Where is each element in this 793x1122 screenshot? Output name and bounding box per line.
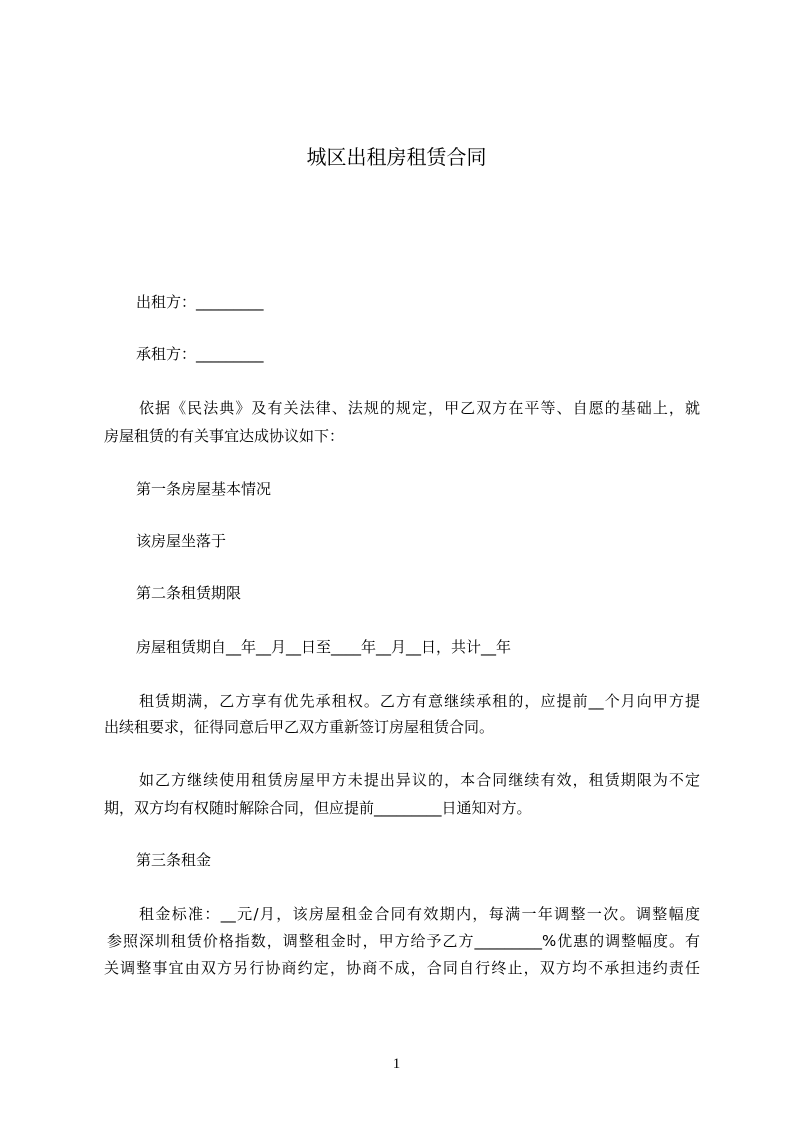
article3-heading: 第三条租金 (136, 851, 212, 869)
lessor-line: 出租方：_________ (136, 293, 264, 311)
article3-line-1: 租金标准：__元/月，该房屋租金合同有效期内，每满一年调整一次。调整幅度 (139, 905, 700, 923)
article2-term: 房屋租赁期自__年__月__日至____年__月__日，共计__年 (136, 638, 512, 656)
page-number: 1 (392, 1056, 401, 1072)
document-title: 城区出租房租赁合同 (306, 145, 487, 169)
article2-indefinite-line-1: 如乙方继续使用租赁房屋甲方未提出异议的，本合同继续有效，租赁期限为不定 (139, 771, 700, 789)
article3-line-3: 关调整事宜由双方另行协商约定，协商不成，合同自行终止，双方均不承担违约责任 (104, 959, 700, 977)
lessee-line: 承租方：_________ (136, 345, 264, 363)
article2-heading: 第二条租赁期限 (136, 584, 242, 602)
article3-line-2: 参照深圳租赁价格指数，调整租金时，甲方给予乙方_________%优惠的调整幅度。有 (107, 932, 700, 950)
article2-renewal-line-2: 出续租要求，征得同意后甲乙双方重新签订房屋租赁合同。 (104, 718, 495, 736)
article2-renewal-line-1: 租赁期满，乙方享有优先承租权。乙方有意继续承租的，应提前__个月向甲方提 (139, 692, 700, 710)
article2-indefinite-line-2: 期，双方均有权随时解除合同，但应提前_________日通知对方。 (104, 799, 532, 817)
article1-text: 该房屋坐落于 (136, 532, 227, 550)
preamble-line-1: 依据《民法典》及有关法律、法规的规定，甲乙双方在平等、自愿的基础上，就 (139, 399, 700, 417)
preamble-line-2: 房屋租赁的有关事宜达成协议如下： (104, 427, 345, 445)
article1-heading: 第一条房屋基本情况 (136, 480, 272, 498)
